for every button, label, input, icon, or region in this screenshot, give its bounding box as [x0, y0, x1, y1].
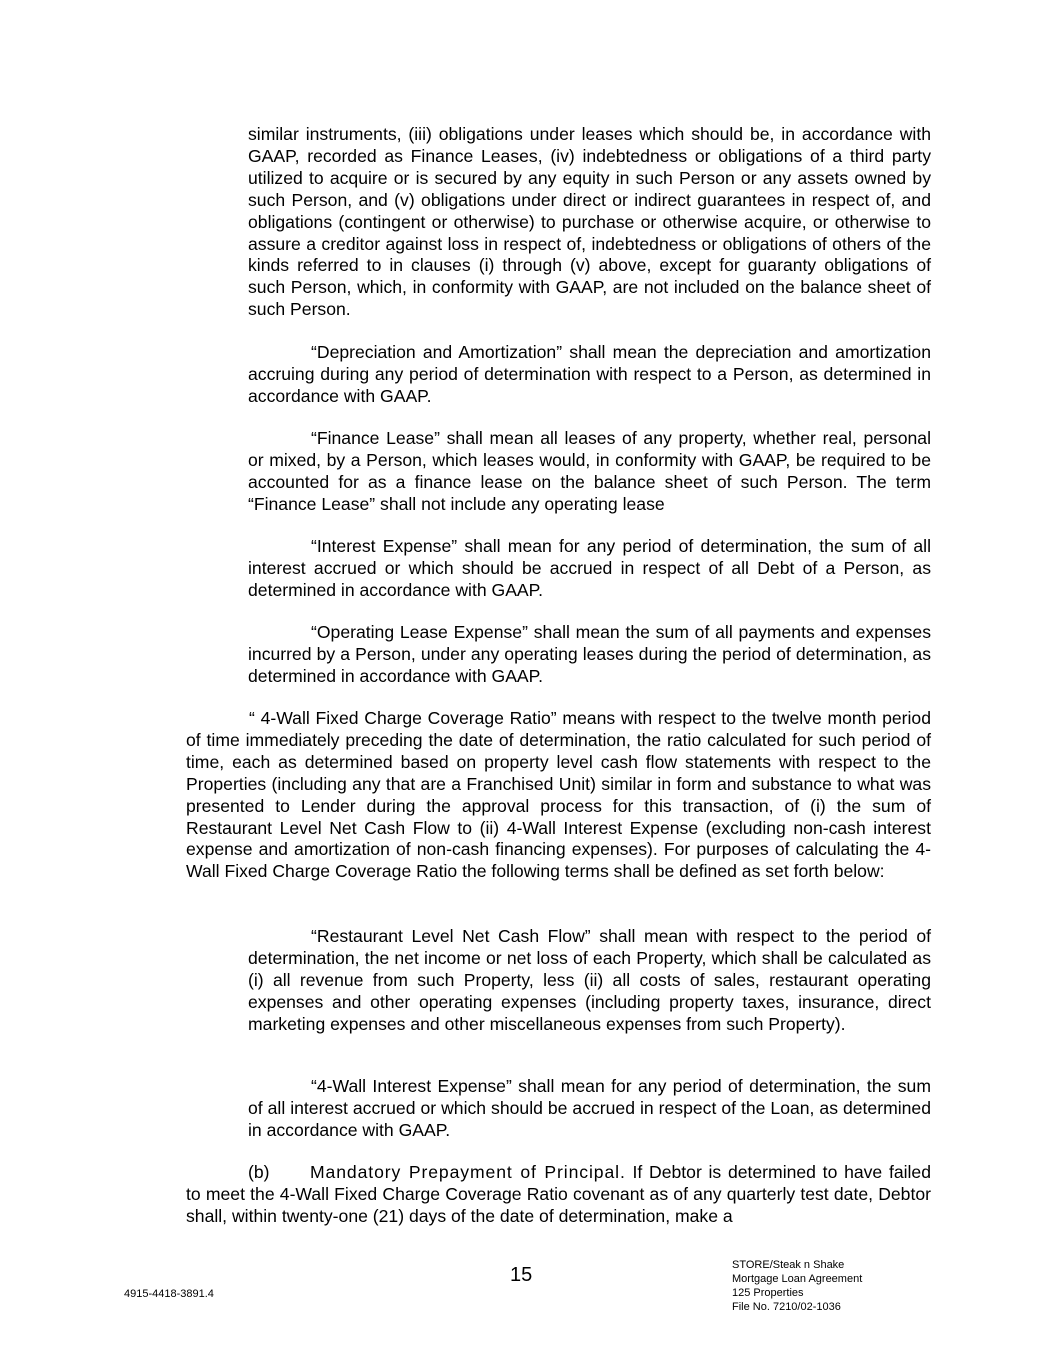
section-b-heading: Mandatory Prepayment of Principal.	[310, 1162, 626, 1182]
paragraph-operating-lease-expense: “Operating Lease Expense” shall mean the sum of all payments and expenses incurred by a Person, under any operating leases during the period of determination, as determined in accordance with GAAP.	[248, 622, 931, 686]
paragraph-4-wall-interest-expense: “4-Wall Interest Expense” shall mean for any period of determination, the sum of all interest accrued or which should be accrued in respect of the Loan, as determined in accordance with GAAP.	[248, 1076, 931, 1140]
footer-line-1: STORE/Steak n Shake	[732, 1259, 845, 1271]
paragraph-debt-definition-continued: similar instruments, (iii) obligations under leases which should be, in accordance with GAAP, recorded as Finance Leases, (iv) indebtedness or obligations of a third party utilized to acquire or is secured by any equity in such Person or any assets owned by such Person, and (v) obligations under direct or indirect guarantees in respect of, and obligations (contingent or otherwise) to purchase or otherwise acquire, or otherwise to assure a creditor against loss in respect of, indebtedness or obligations of others of the kinds referred to in clauses (i) through (v) above, except for guaranty obligations of such Person, which, in conformity with GAAP, are not included on the balance sheet of such Person.	[248, 124, 931, 320]
footer-line-3: 125 Properties	[732, 1287, 804, 1299]
footer-line-4: File No. 7210/02-1036	[732, 1301, 841, 1313]
paragraph-finance-lease: “Finance Lease” shall mean all leases of any property, whether real, personal or mixed, by a Person, which leases would, in conformity with GAAP, be required to be accounted for as a finance lease on the balance sheet of such Person. The term “Finance Lease” shall not include any operating lease	[248, 428, 931, 514]
paragraph-section-b	[186, 1162, 931, 1228]
page-number: 15	[510, 1264, 533, 1286]
footer-line-2: Mortgage Loan Agreement	[732, 1273, 863, 1285]
paragraph-fixed-charge-coverage-ratio: “ 4-Wall Fixed Charge Coverage Ratio” means with respect to the twelve month period of time immediately preceding the date of determination, the ratio calculated for such period of time, each as determined based on property level cash flow statements with respect to the Properties (including any that are a Franchised Unit) similar in form and substance to what was presented to Lender during the approval process for this transaction, of (i) the sum of Restaurant Level Net Cash Flow to (ii) 4-Wall Interest Expense (excluding non-cash interest expense and amortization of non-cash financing expenses). For purposes of calculating the 4-Wall Fixed Charge Coverage Ratio the following terms shall be defined as set forth below:	[186, 708, 931, 882]
section-b-label: (b)	[248, 1162, 270, 1182]
paragraph-restaurant-level-net-cash-flow: “Restaurant Level Net Cash Flow” shall mean with respect to the period of determination, the net income or net loss of each Property, which shall be calculated as (i) all revenue from such Property, less (ii) all costs of sales, restaurant operating expenses and other operating expenses (including property taxes, insurance, direct marketing expenses and other miscellaneous expenses from such Property).	[248, 926, 931, 1034]
footer-document-info	[732, 1258, 862, 1314]
paragraph-interest-expense: “Interest Expense” shall mean for any period of determination, the sum of all interest accrued or which should be accrued in respect of all Debt of a Person, as determined in accordance with GAAP.	[248, 536, 931, 600]
document-id: 4915-4418-3891.4	[124, 1288, 214, 1300]
paragraph-depreciation-amortization: “Depreciation and Amortization” shall mean the depreciation and amortization accruing during any period of determination with respect to a Person, as determined in accordance with GAAP.	[248, 342, 931, 406]
section-b-text: If Debtor is determined to have failed to meet the 4-Wall Fixed Charge Coverage Ratio covenant as of any quarterly test date, Debtor shall, within twenty-one (21) days of the date of determination, make a	[186, 1162, 931, 1226]
